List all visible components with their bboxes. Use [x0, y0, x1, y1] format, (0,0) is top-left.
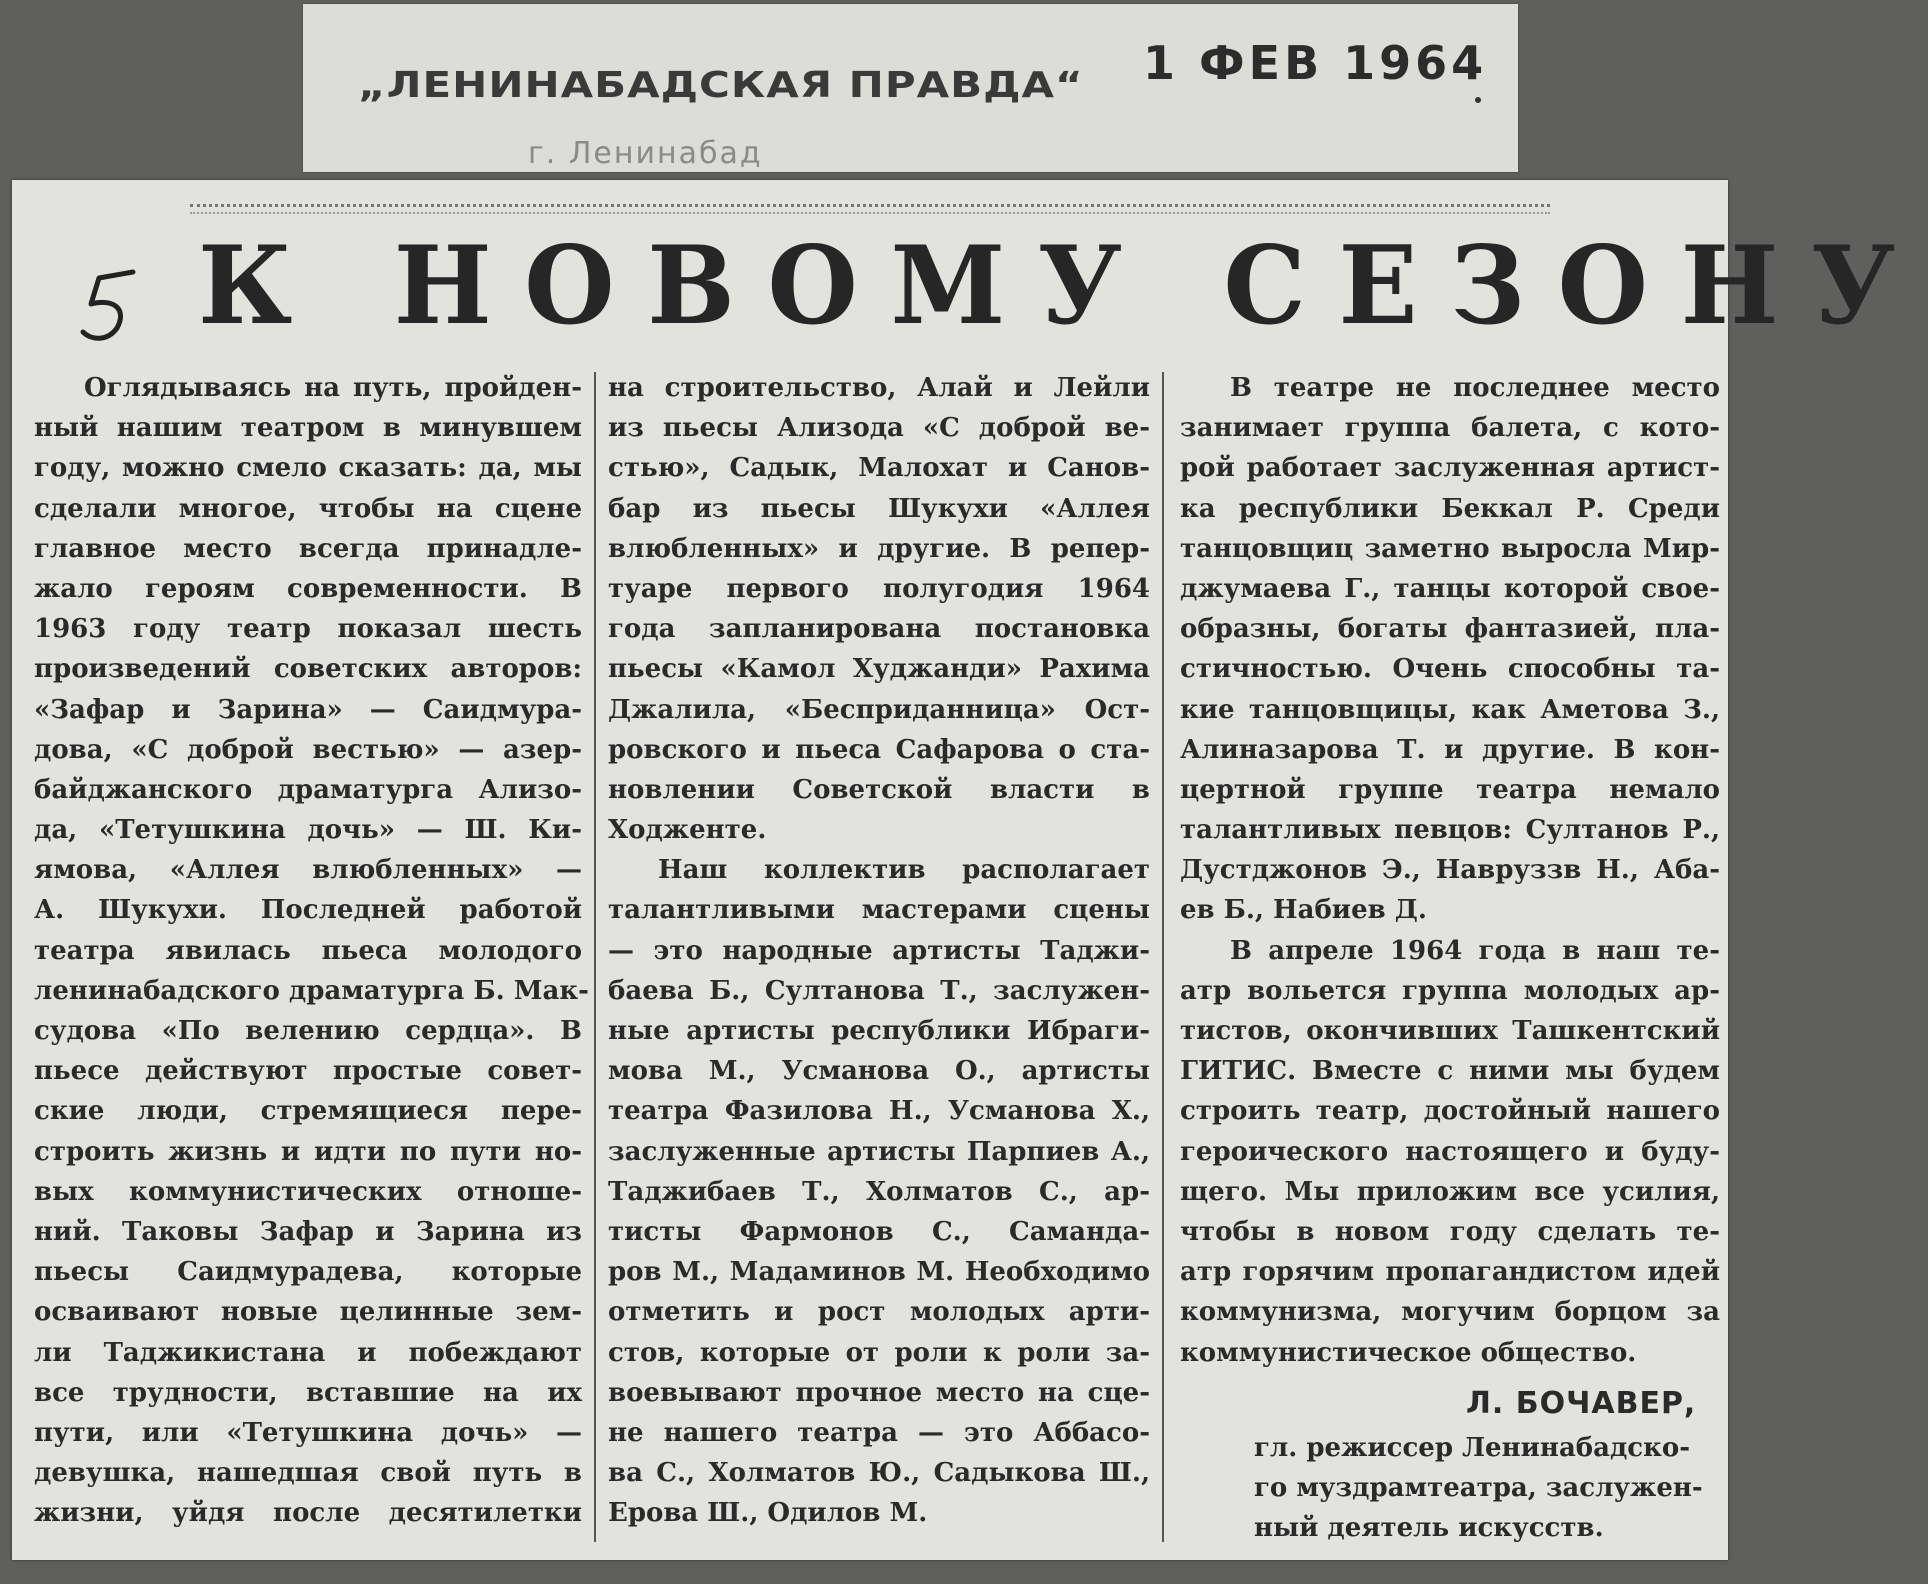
column-divider: [1162, 372, 1164, 1542]
article-line: осваивают новые целинные зем-: [34, 1297, 582, 1328]
article-line: ные артисты республики Ибраги-: [608, 1016, 1150, 1046]
article-line: пути, или «Тетушкина дочь» —: [34, 1417, 582, 1448]
article-line: произведений советских авторов:: [34, 654, 582, 685]
article-line: пьесы «Камол Худжанди» Рахима: [608, 654, 1150, 685]
article-line: коммунизма, могучим борцом за: [1180, 1297, 1720, 1328]
article-line: кие танцовщицы, как Аметова З.,: [1180, 694, 1720, 725]
author-position-line: ный деятель искусств.: [1254, 1513, 1604, 1543]
article-line: Ерова Ш., Одилов М.: [608, 1498, 928, 1529]
article-line: туаре первого полугодия 1964: [608, 573, 1150, 604]
article-line: девушка, нашедшая свой путь в: [34, 1458, 582, 1489]
article-line: Наш коллектив располагает: [658, 855, 1150, 886]
article-line: талантливыми мастерами сцены: [608, 895, 1150, 926]
article-line: ный нашим театром в минувшем: [34, 413, 582, 444]
column-divider: [594, 372, 596, 1542]
article-line: из пьесы Ализода «С доброй ве-: [608, 413, 1150, 444]
stamp-dot: [1475, 97, 1481, 103]
article-line: главное место всегда принадле-: [34, 533, 582, 564]
article-line: стичностью. Очень способны та-: [1180, 654, 1720, 685]
article-line: коммунистическое общество.: [1180, 1337, 1637, 1368]
article-line: отметить и рост молодых арти-: [608, 1297, 1150, 1328]
article-line: театра явилась пьеса молодого: [34, 935, 582, 966]
article-line: джумаева Г., танцы которой свое-: [1180, 573, 1720, 604]
article-line: «Зафар и Зарина» — Саидмура-: [34, 694, 582, 725]
article-line: ровского и пьеса Сафарова о ста-: [608, 734, 1150, 765]
newspaper-city: г. Ленинабад: [528, 136, 763, 171]
article-line: театра Фазилова Н., Усманова Х.,: [608, 1096, 1150, 1127]
article-column-2: [608, 368, 1150, 1533]
article-line: баева Б., Султанова Т., заслужен-: [608, 975, 1150, 1006]
article-line: В апреле 1964 года в наш те-: [1230, 935, 1720, 966]
article-line: тистов, окончивших Ташкентский: [1180, 1016, 1720, 1046]
article-line: бар из пьесы Шукухи «Аллея: [608, 493, 1150, 524]
article-line: пьесе действуют простые совет-: [34, 1056, 582, 1087]
author-position-line: го муздрамтеатра, заслужен-: [1254, 1473, 1703, 1503]
author-position-line: гл. режиссер Ленинабадско-: [1254, 1433, 1691, 1463]
article-line: щего. Мы приложим все усилия,: [1180, 1176, 1720, 1207]
article-line: ГИТИС. Вместе с ними мы будем: [1180, 1056, 1720, 1087]
article-line: байджанского драматурга Ализо-: [34, 774, 582, 805]
article-line: цертной группе театра немало: [1180, 774, 1720, 805]
article-line: года запланирована постановка: [608, 614, 1150, 645]
clipping-date: 1 ФЕВ 1964: [1143, 36, 1488, 90]
article-line: ли Таджикистана и побеждают: [34, 1337, 582, 1368]
article-line: не нашего театра — это Аббасо-: [608, 1417, 1150, 1448]
article-line: стов, которые от роли к роли за-: [608, 1337, 1150, 1368]
article-line: танцовщиц заметно выросла Мир-: [1180, 533, 1720, 564]
dotted-rule: [190, 204, 1550, 207]
article-line: ва С., Холматов Ю., Садыкова Ш.,: [608, 1458, 1150, 1489]
article-line: тисты Фармонов С., Самандa-: [608, 1216, 1150, 1247]
article-line: стью», Садык, Малохат и Санов-: [608, 453, 1150, 484]
article-line: образны, богаты фантазией, пла-: [1180, 614, 1720, 645]
article-line: В театре не последнее место: [1230, 373, 1720, 403]
article-line: на строительство, Алай и Лейли: [608, 373, 1150, 403]
article-line: строить жизнь и идти по пути но-: [34, 1136, 582, 1167]
article-line: новлении Советской власти в: [608, 774, 1150, 805]
article-line: Таджибаев Т., Холматов С., ар-: [608, 1176, 1150, 1207]
dotted-rule-secondary: [190, 212, 1550, 214]
article-line: воевывают прочное место на сце-: [608, 1377, 1150, 1408]
author-name: Л. БОЧАВЕР,: [1466, 1386, 1697, 1421]
article-line: Оглядываясь на путь, пройден-: [84, 373, 582, 403]
article-line: строить театр, достойный нашего: [1180, 1096, 1720, 1127]
article-line: вых коммунистических отноше-: [34, 1176, 582, 1207]
article-line: влюбленных» и другие. В репер-: [608, 533, 1150, 564]
article-line: жизни, уйдя после десятилетки: [34, 1498, 582, 1529]
article-line: рой работает заслуженная артист-: [1180, 453, 1720, 484]
article-column-3: [1180, 368, 1720, 1373]
article-line: Алиназарова Т. и другие. В кон-: [1180, 734, 1720, 765]
article-line: ев Б., Набиев Д.: [1180, 895, 1427, 926]
article-column-1: [34, 368, 589, 1533]
article-line: заслуженные артисты Парпиев А.,: [608, 1136, 1150, 1167]
article-line: мова М., Усманова О., артисты: [608, 1056, 1150, 1087]
article-headline: К НОВОМУ СЕЗОНУ: [198, 223, 1928, 349]
article-line: все трудности, вставшие на их: [34, 1377, 582, 1408]
article-line: занимает группа балета, с кото-: [1180, 413, 1720, 444]
article-line: году, можно смело сказать: да, мы: [34, 453, 582, 484]
article-line: ямова, «Аллея влюбленных» —: [34, 855, 582, 886]
article-line: дова, «С доброй вестью» — азер-: [34, 734, 582, 765]
handwritten-number-mark: [55, 258, 145, 348]
masthead-stamp: [303, 4, 1518, 172]
article-line: сделали многое, чтобы на сцене: [34, 493, 582, 524]
article-line: судова «По велению сердца». В: [34, 1016, 582, 1046]
article-line: — это народные артисты Таджи-: [608, 935, 1150, 966]
article-line: атр вольется группа молодых ар-: [1180, 975, 1720, 1006]
article-line: ленинабадского драматурга Б. Мак-: [34, 975, 589, 1006]
article-line: Дустджонов Э., Навруззв Н., Аба-: [1180, 855, 1720, 886]
article-line: ний. Таковы Зафар и Зарина из: [34, 1216, 582, 1247]
article-line: да, «Тетушкина дочь» — Ш. Ки-: [34, 815, 582, 846]
article-line: чтобы в новом году сделать те-: [1180, 1216, 1720, 1247]
article-line: ка республики Беккал Р. Среди: [1180, 493, 1720, 524]
article-line: ские люди, стремящиеся пере-: [34, 1096, 582, 1127]
author-position: [1254, 1428, 1720, 1548]
newspaper-name: „ЛЕНИНАБАДСКАЯ ПРАВДА“: [358, 64, 1084, 106]
article-line: 1963 году театр показал шесть: [34, 614, 582, 645]
article-line: жало героям современности. В: [34, 573, 582, 604]
article-line: Ходженте.: [608, 815, 767, 846]
article-line: пьесы Саидмурадева, которые: [34, 1257, 582, 1288]
article-line: талантливых певцов: Султанов Р.,: [1180, 815, 1720, 846]
article-line: ров М., Мадаминов М. Необходимо: [608, 1257, 1150, 1288]
article-line: А. Шукухи. Последней работой: [34, 895, 582, 926]
article-line: Джалила, «Бесприданница» Ост-: [608, 694, 1150, 725]
article-line: героического настоящего и буду-: [1180, 1136, 1720, 1167]
article-line: атр горячим пропагандистом идей: [1180, 1257, 1720, 1288]
